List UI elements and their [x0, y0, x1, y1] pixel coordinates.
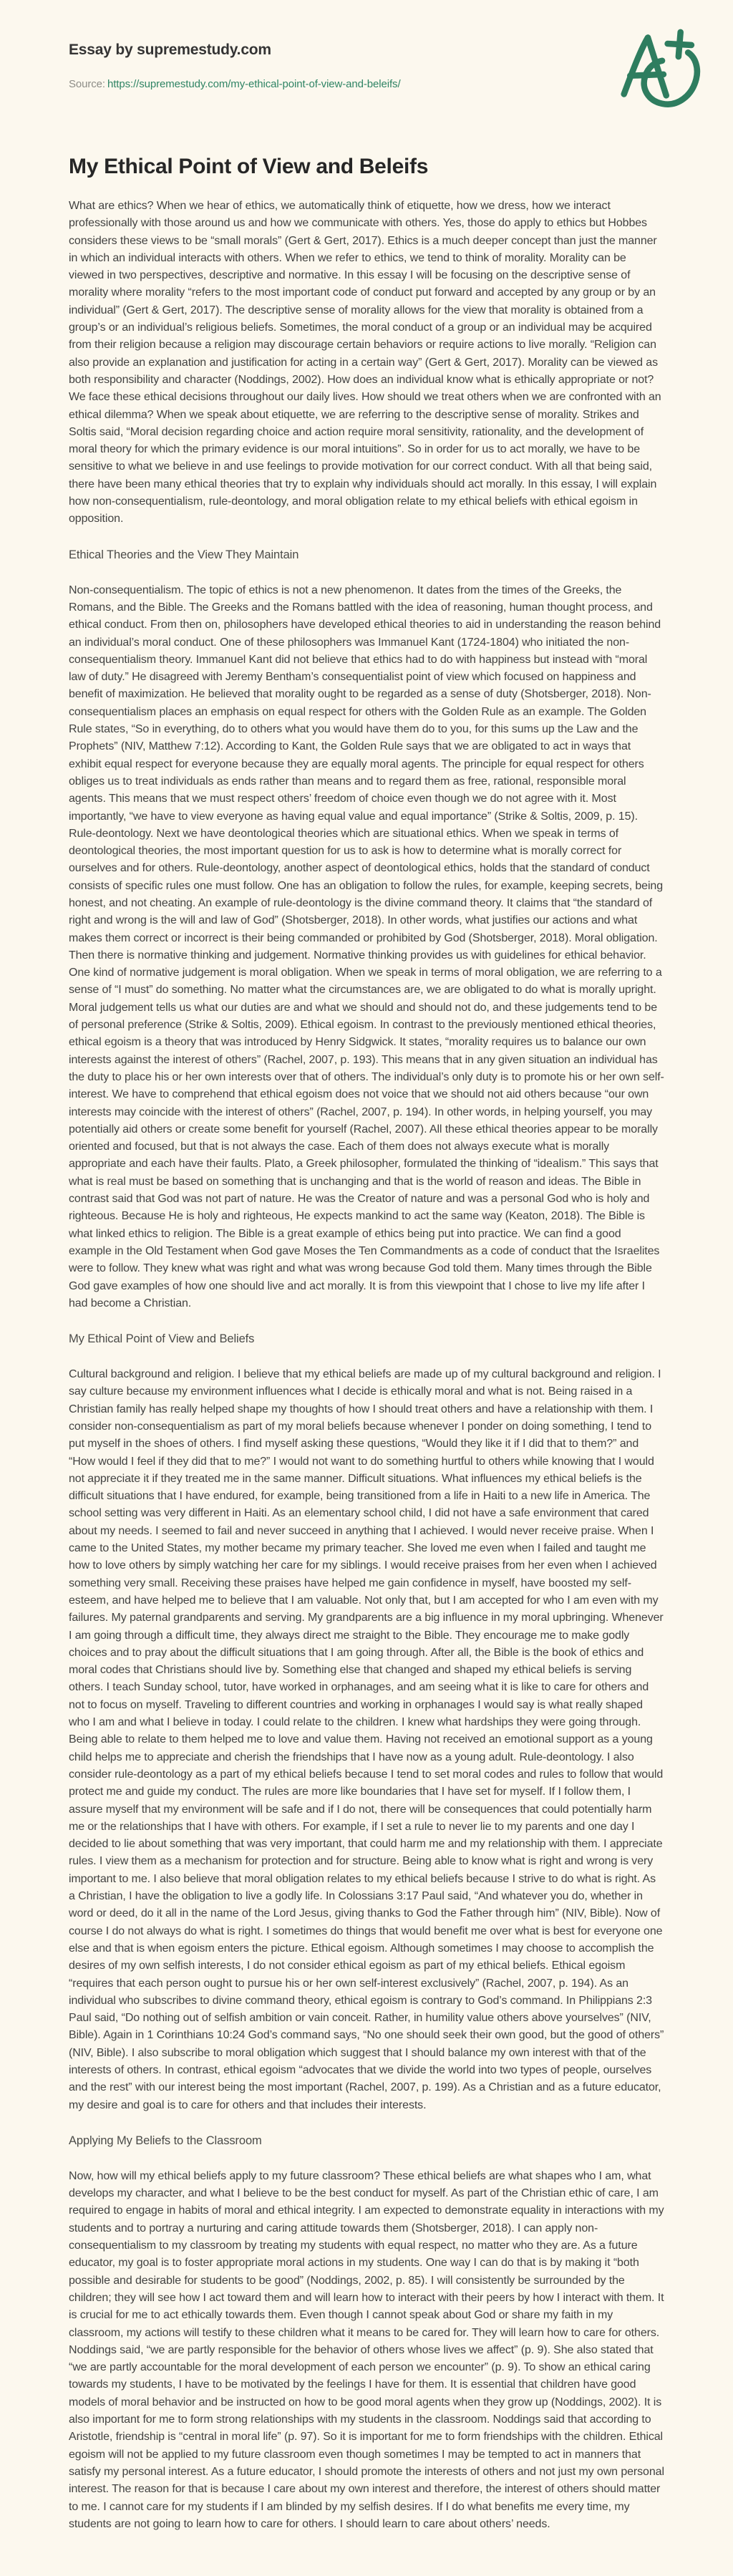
document-header — [69, 42, 664, 90]
source-line — [69, 78, 664, 90]
essay-content — [69, 155, 664, 2533]
site-byline: Essay by supremestudy.com — [69, 42, 271, 58]
a-plus-logo-icon — [620, 24, 704, 120]
essay-paragraph-point-of-view: Cultural background and religion. I believe that my ethical beliefs are made up of my cultural background and religion. I say culture because my environment influences what I decide is ethically moral and what is not. Being raised in a Christian family has really helped shape my thoughts of how I should treat others and have a relationship with them. I consider non-consequentialism as part of my moral beliefs because whenever I ponder on doing something, I tend to put myself in the shoes of others. I find myself asking these questions, “Would they like it if I did that to them?” and “How would I feel if they did that to me?” I would not want to do something hurtful to others while knowing that I would not appreciate it if they treated me in the same manner. Difficult situations. What influences my ethical beliefs is the difficult situations that I have endured, for example, being transitioned from a life in Haiti to a new life in America. The school setting was very different in Haiti. As an elementary school child, I did not have a safe environment that cared about my needs. I seemed to fail and never succeed in anything that I achieved. I would never receive praise. When I came to the United States, my mother became my primary teacher. She loved me even when I failed and taught me how to love others by simply watching her care for my siblings. I would receive praises from her even when I achieved something very small. Receiving these praises have helped me gain confidence in myself, have boosted my self-esteem, and have helped me to believe that I am valuable. Not only that, but I am accepted for who I am even with my failures. My paternal grandparents and serving. My grandparents are a big influence in my moral upbringing. Whenever I am going through a difficult time, they always direct me straight to the Bible. They encourage me to make godly choices and to pray about the difficult situations that I am going through. After all, the Bible is the book of ethics and moral codes that Christians should live by. Something else that changed and shaped my ethical beliefs is serving others. I teach Sunday school, tutor, have worked in orphanages, and am seeing what it is like to care for others and not to focus on myself. Traveling to different countries and working in orphanages I would say is what really shaped who I am and what I believe in today. I could relate to the children. I knew what hardships they were going through. Being able to relate to them helped me to love and value them. Having not received an emotional support as a young child helps me to appreciate and cherish the friendships that I have now as a young adult. Rule-deontology. I also consider rule-deontology as a part of my ethical beliefs because I tend to set moral codes and rules to follow that would protect me and guide my conduct. The rules are more like boundaries that I have set for myself. If I follow them, I assure myself that my environment will be safe and if I do not, there will be consequences that could potentially harm me or the relationships that I have with others. For example, if I set a rule to never lie to my parents and one day I decided to lie about something that was very important, that could harm me and my relationship with them. I appreciate rules. I view them as a mechanism for protection and for structure. Being able to know what is right and wrong is very important to me. I also believe that moral obligation relates to my ethical beliefs because I strive to do what is right. As a Christian, I have the obligation to live a godly life. In Colossians 3:17 Paul said, “And whatever you do, whether in word or deed, do it all in the name of the Lord Jesus, giving thanks to God the Father through him” (NIV, Bible). Now of course I do not always do what is right. I sometimes do things that would benefit me over what is best for everyone one else and that is when egoism enters the picture. Ethical egoism. Although sometimes I may choose to accomplish the desires of my own selfish interests, I do not consider ethical egoism as part of my ethical beliefs. Ethical egoism “requires that each person ought to pursue his or her own self-interest exclusively” (Rachel, 2007, p. 194). As an individual who subscribes to divine command theory, ethical egoism is contrary to God’s command. In Philippians 2:3 Paul said, “Do nothing out of selfish ambition or vain conceit. Rather, in humility value others above yourselves” (NIV, Bible). Again in 1 Corinthians 10:24 God’s command says, “No one should seek their own good, but the good of others” (NIV, Bible). I also subscribe to moral obligation which suggest that I should balance my own interest with that of the interests of others. In contrast, ethical egoism “advocates that we divide the world into two types of people, ourselves and the rest” with our interest being the most important (Rachel, 2007, p. 199). As a Christian and as a future educator, my desire and goal is to care for others and that includes their interests. — [69, 1368, 664, 2111]
source-link[interactable]: https://supremestudy.com/my-ethical-point-of-view-and-beleifs/ — [107, 78, 401, 90]
essay-paragraph-classroom: Now, how will my ethical beliefs apply to my future classroom? These ethical beliefs are what shapes who I am, what develops my character, and what I believe to be the best conduct for myself. As part of the Christian ethic of care, I am required to engage in habits of moral and ethical integrity. I am expected to demonstrate equality in interactions with my students and to portray a nurturing and caring attitude towards them (Shotsberger, 2018). I can apply non-consequentialism to my classroom by treating my students with equal respect, no matter who they are. As a future educator, my goal is to foster appropriate moral actions in my students. One way I can do that is by making it “both possible and desirable for students to be good” (Noddings, 2002, p. 85). I will consistently be surrounded by the children; they will see how I act toward them and will learn how to interact with their peers by how I interact with them. It is crucial for me to act ethically towards them. Even though I cannot speak about God or share my faith in my classroom, my actions will testify to these children what it means to be cared for. They will learn how to care for others. Noddings said, “we are partly responsible for the behavior of others whose lives we affect” (p. 9). She also stated that “we are partly accountable for the moral development of each person we encounter” (p. 9). To show an ethical caring towards my students, I have to be motivated by the feelings I have for them. It is essential that children have good models of moral behavior and be instructed on how to be good moral agents when they grow up (Noddings, 2002). It is also important for me to form strong relationships with my students in the classroom. Noddings said that according to Aristotle, friendship is “central in moral life” (p. 97). So it is important for me to form friendships with the children. Ethical egoism will not be applied to my future classroom even though sometimes I may be tempted to act in manners that satisfy my personal interest. As a future educator, I should promote the interests of others and not just my own personal interest. The reason for that is because I care about my own interest and therefore, the interest of others should matter to me. I cannot care for my students if I am blinded by my selfish desires. If I do what benefits me every time, my students are not going to learn how to care for others. I should learn to care about others’ needs. — [69, 2169, 664, 2530]
essay-paragraph-ethical-theories: Non-consequentialism. The topic of ethics is not a new phenomenon. It dates from the times of the Greeks, the Romans, and the Bible. The Greeks and the Romans battled with the idea of reasoning, human thought process, and ethical conduct. From then on, philosophers have developed ethical theories to aid in understanding the reason behind an individual’s moral conduct. One of these philosophers was Immanuel Kant (1724-1804) who initiated the non-consequentialism theory. Immanuel Kant did not believe that ethics had to do with happiness but instead with “moral law of duty.” He disagreed with Jeremy Bentham’s consequentialist point of view which focused on happiness and benefit of maximization. He believed that morality ought to be regarded as a sense of duty (Shotsberger, 2018). Non-consequentialism places an emphasis on equal respect for others with the Golden Rule as an example. The Golden Rule states, “So in everything, do to others what you would have them do to you, for this sums up the Law and the Prophets” (NIV, Matthew 7:12). According to Kant, the Golden Rule says that we are obligated to act in ways that exhibit equal respect for everyone because they are equally moral agents. The principle for equal respect for others obliges us to treat individuals as ends rather than means and to regard them as free, rational, responsible moral agents. This means that we must respect others’ freedom of choice even though we do not agree with it. Most importantly, “we have to view everyone as having equal value and equal importance” (Strike & Soltis, 2009, p. 15). Rule-deontology. Next we have deontological theories which are situational ethics. When we speak in terms of deontological theories, the most important question for us to ask is how to determine what is morally correct for ourselves and for others. Rule-deontology, another aspect of deontological ethics, holds that the standard of conduct consists of specific rules one must follow. One has an obligation to follow the rules, for example, keeping secrets, being honest, and not cheating. An example of rule-deontology is the divine command theory. It claims that “the standard of right and wrong is the will and law of God” (Shotsberger, 2018). In other words, what justifies our actions and what makes them correct or incorrect is their being commanded or prohibited by God (Shotsberger, 2018). Moral obligation. Then there is normative thinking and judgement. Normative thinking provides us with guidelines for ethical behavior. One kind of normative judgement is moral obligation. When we speak in terms of moral obligation, we are referring to a sense of “I must” do something. No matter what the circumstances are, we are obligated to do what is morally upright. Moral judgement tells us what our duties are and what we should and should not do, and these judgements tend to be of personal preference (Strike & Soltis, 2009). Ethical egoism. In contrast to the previously mentioned ethical theories, ethical egoism is a theory that was introduced by Henry Sidgwick. It states, “morality requires us to balance our own interests against the interest of others” (Rachel, 2007, p. 193). This means that in any given situation an individual has the duty to place his or her own interests over that of others. The individual’s only duty is to promote his or her own self-interest. We have to comprehend that ethical egoism does not voice that we should not aid others because “our own interests may coincide with the interest of others” (Rachel, 2007, p. 194). In other words, in helping yourself, you may potentially aid others or create some benefit for yourself (Rachel, 2007). All these ethical theories appear to be morally oriented and focused, but that is not always the case. Each of them does not always execute what is morally appropriate and each have their faults. Plato, a Greek philosopher, formulated the thinking of “idealism.” This says that what is real must be based on something that is unchanging and that is the world of reason and ideas. The Bible in contrast said that God was not part of nature. He was the Creator of nature and was a personal God who is holy and righteous. Because He is holy and righteous, He expects mankind to act the same way (Keaton, 2018). The Bible is what linked ethics to religion. The Bible is a great example of ethics being put into practice. We can find a good example in the Old Testament when God gave Moses the Ten Commandments as a code of conduct that the Israelites were to follow. They knew what was right and what was wrong because God told them. Many times through the Bible God gave examples of how one should live and act morally. It is from this viewpoint that I chose to live my life after I had become a Christian. — [69, 584, 664, 1309]
source-label: Source: — [69, 78, 105, 90]
section-heading-classroom: Applying My Beliefs to the Classroom — [69, 2134, 262, 2147]
essay-title: My Ethical Point of View and Beleifs — [69, 155, 429, 178]
section-heading-ethical-theories: Ethical Theories and the View They Maintain — [69, 548, 299, 561]
essay-paragraph-intro: What are ethics? When we hear of ethics, we automatically think of etiquette, how we dress, how we interact professionally with those around us and how we communicate with others. Yes, those do apply to ethics but Hobbes considers these views to be “small morals” (Gert & Gert, 2017). Ethics is a much deeper concept than just the manner in which an individual interacts with others. When we refer to ethics, we tend to think of morality. Morality can be viewed in two perspectives, descriptive and normative. In this essay I will be focusing on the descriptive sense of morality where morality “refers to the most important code of conduct put forward and accepted by any group or by an individual” (Gert & Gert, 2017). The descriptive sense of morality allows for the view that morality is obtained from a group’s or an individual’s religious beliefs. Sometimes, the moral conduct of a group or an individual may be acquired from their religion because a religion may discourage certain behaviors or require actions to live morally. “Religion can also provide an explanation and justification for acting in a certain way” (Gert & Gert, 2017). Morality can be viewed as both responsibility and character (Noddings, 2002). How does an individual know what is ethically appropriate or not? We face these ethical decisions throughout our daily lives. How should we treat others when we are confronted with an ethical dilemma? When we speak about etiquette, we are referring to the descriptive sense of morality. Strikes and Soltis said, “Moral decision regarding choice and action require moral sensitivity, rationality, and the development of moral theory for which the primary evidence is our moral intuitions”. So in order for us to act morally, we have to be sensitive to what we believe in and use feelings to provide motivation for our correct conduct. With all that being said, there have been many ethical theories that try to explain why individuals should act morally. In this essay, I will explain how non-consequentialism, rule-deontology, and moral obligation relate to my ethical beliefs with ethical egoism in opposition. — [69, 200, 661, 526]
section-heading-point-of-view: My Ethical Point of View and Beliefs — [69, 1332, 255, 1346]
